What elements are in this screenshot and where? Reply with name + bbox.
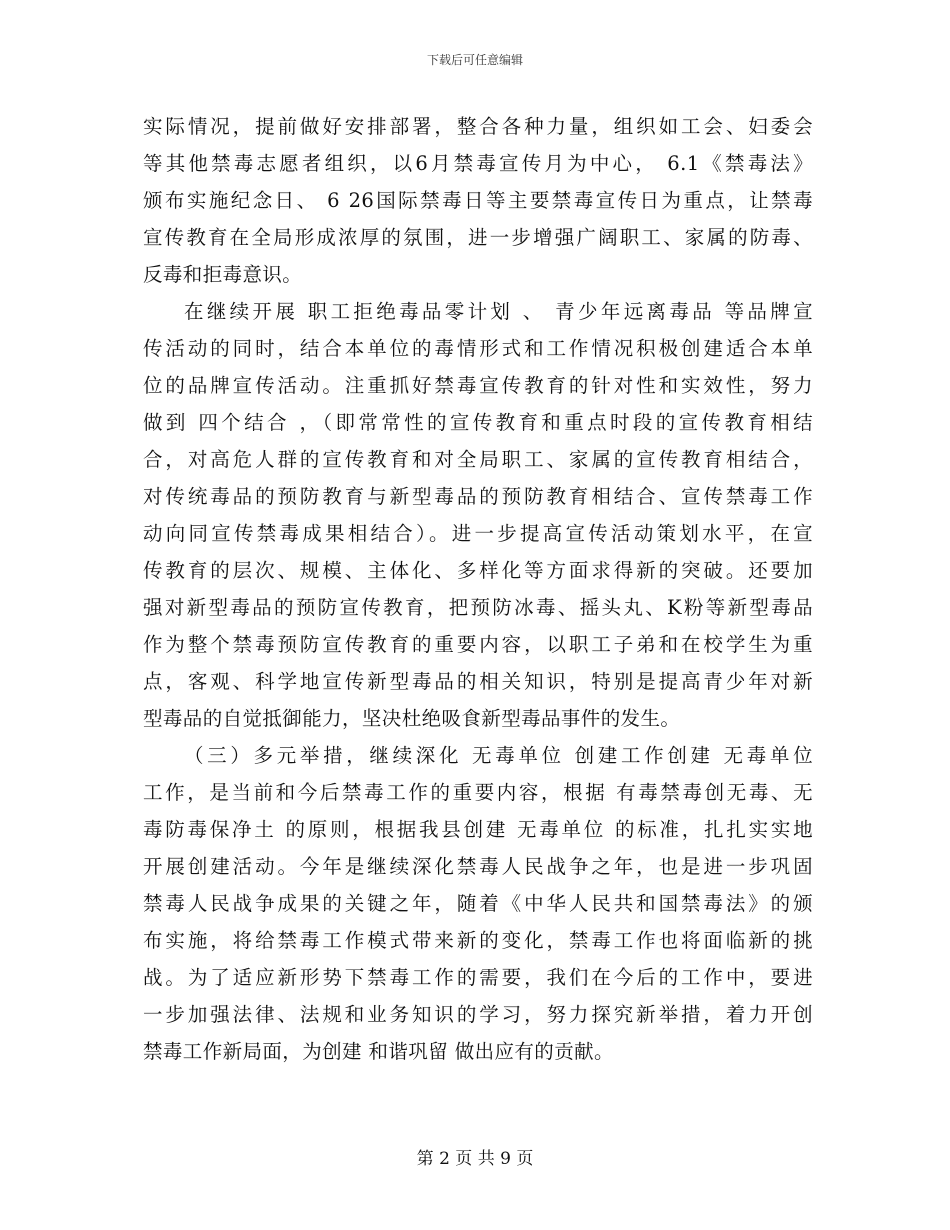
text-line: 位的品牌宣传活动。注重抓好禁毒宣传教育的针对性和实效性，努力 <box>143 374 813 397</box>
text-line: 战。为了适应新形势下禁毒工作的需要，我们在今后的工作中，要进 <box>143 966 813 989</box>
text-line: 点，客观、科学地宣传新型毒品的相关知识，特别是提高青少年对新 <box>143 670 813 693</box>
text-line: 一步加强法律、法规和业务知识的学习，努力探究新举措，着力开创 <box>143 1003 813 1026</box>
text-line: （三）多元举措，继续深化 无毒单位 创建工作创建 无毒单位 <box>184 744 813 767</box>
text-line: 工作，是当前和今后禁毒工作的重要内容，根据 有毒禁毒创无毒、无 <box>143 781 813 804</box>
text-line: 禁毒人民战争成果的关键之年，随着《中华人民共和国禁毒法》的颁 <box>143 892 813 915</box>
text-line: 在继续开展 职工拒绝毒品零计划 、 青少年远离毒品 等品牌宣 <box>184 300 813 323</box>
text-line: 强对新型毒品的预防宣传教育，把预防冰毒、摇头丸、K粉等新型毒品 <box>143 596 813 619</box>
text-line: 传教育的层次、规模、主体化、多样化等方面求得新的突破。还要加 <box>143 559 813 582</box>
text-line: 开展创建活动。今年是继续深化禁毒人民战争之年，也是进一步巩固 <box>143 855 813 878</box>
text-line: 合，对高危人群的宣传教育和对全局职工、家属的宣传教育相结合， <box>143 448 813 471</box>
text-line: 型毒品的自觉抵御能力，坚决杜绝吸食新型毒品事件的发生。 <box>143 707 681 730</box>
text-line: 禁毒工作新局面，为创建 和谐巩留 做出应有的贡献。 <box>143 1040 614 1063</box>
text-line: 颁布实施纪念日、 6 26国际禁毒日等主要禁毒宣传日为重点，让禁毒 <box>143 189 813 212</box>
text-line: 传活动的同时，结合本单位的毒情形式和工作情况积极创建适合本单 <box>143 337 813 360</box>
text-line: 等其他禁毒志愿者组织，以6月禁毒宣传月为中心， 6.1《禁毒法》 <box>143 152 813 175</box>
body-text <box>143 108 813 1070</box>
text-line: 做到 四个结合 ，（即常常性的宣传教育和重点时段的宣传教育相结 <box>143 411 813 434</box>
page-number: 第 2 页 共 9 页 <box>416 1149 534 1169</box>
text-line: 对传统毒品的预防教育与新型毒品的预防教育相结合、宣传禁毒工作 <box>143 485 813 508</box>
page-header: 下载后可任意编辑 <box>426 53 523 67</box>
text-line: 布实施，将给禁毒工作模式带来新的变化，禁毒工作也将面临新的挑 <box>143 929 813 952</box>
text-line: 作为整个禁毒预防宣传教育的重要内容，以职工子弟和在校学生为重 <box>143 633 813 656</box>
text-line: 实际情况，提前做好安排部署，整合各种力量，组织如工会、妇委会 <box>143 115 813 138</box>
text-line: 动向同宣传禁毒成果相结合）。进一步提高宣传活动策划水平，在宣 <box>143 522 813 545</box>
text-line: 反毒和拒毒意识。 <box>143 263 303 286</box>
text-line: 毒防毒保净土 的原则，根据我县创建 无毒单位 的标准，扎扎实实地 <box>143 818 813 841</box>
text-line: 宣传教育在全局形成浓厚的氛围，进一步增强广阔职工、家属的防毒、 <box>143 226 813 249</box>
